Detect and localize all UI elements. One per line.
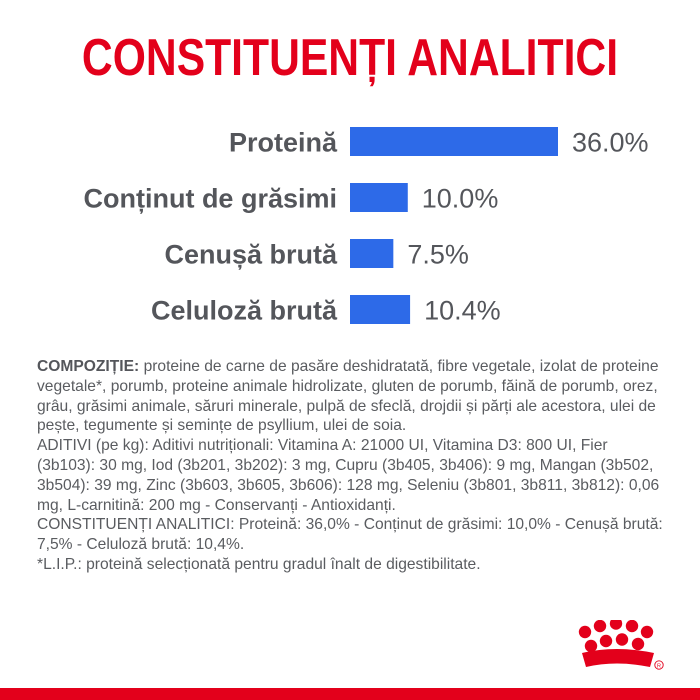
bar <box>350 183 408 212</box>
composition-text: proteine de carne de pasăre deshidratată, fibre vegetale, izolat de proteine vegetale*, porumb, proteine animale hidrolizate, gluten de porumb, făină de porumb, orez, grâu, grăsimi animale, săruri minerale, pulpă de sfeclă, drojdii și părți ale acestora, ulei de pește, tegumente și semințe de psyllium, ulei de soia. <box>37 358 659 435</box>
category-label: Cenușă brută <box>164 239 337 270</box>
composition-heading: COMPOZIȚIE: <box>37 358 140 375</box>
category-label: Conținut de grăsimi <box>83 183 337 214</box>
brand-bottom-bar <box>0 688 700 700</box>
royal-canin-crown-icon <box>576 620 666 682</box>
nutrient-bar-chart <box>0 110 700 340</box>
analytical-paragraph: CONSTITUENȚI ANALITICI: Proteină: 36,0% - Conținut de grăsimi: 10,0% - Cenușă brută: 7,5% - Celuloză brută: 10,4%. <box>37 516 663 554</box>
value-label: 10.0% <box>421 183 499 214</box>
value-label: 7.5% <box>407 239 469 270</box>
composition-paragraph <box>37 357 667 436</box>
additives-paragraph: ADITIVI (pe kg): Aditivi nutriționali: Vitamina A: 21000 UI, Vitamina D3: 800 UI, Fier (3b103): 30 mg, Iod (3b201, 3b202): 3 mg, Cupru (3b405, 3b406): 9 mg, Mangan (3b502, 3b504): 39 mg, Zinc (3b603, 3b605, 3b606): 128 mg, Seleniu (3b801, 3b811, 3b812): 0,06 mg, L-carnitină: 200 mg - Conservanți - Antioxidanți. <box>37 437 660 514</box>
bar <box>350 295 410 324</box>
category-label: Proteină <box>228 127 337 158</box>
ingredients-description <box>37 357 667 575</box>
page-title: CONSTITUENȚI ANALITICI <box>81 29 619 87</box>
value-label: 36.0% <box>572 127 649 158</box>
footnote-paragraph: *L.I.P.: proteină selecționată pentru gradul înalt de digestibilitate. <box>37 555 481 573</box>
category-label: Celuloză brută <box>150 295 337 326</box>
svg-text:R: R <box>657 663 661 670</box>
bar <box>350 239 393 268</box>
bar <box>350 127 558 156</box>
value-label: 10.4% <box>424 295 501 326</box>
